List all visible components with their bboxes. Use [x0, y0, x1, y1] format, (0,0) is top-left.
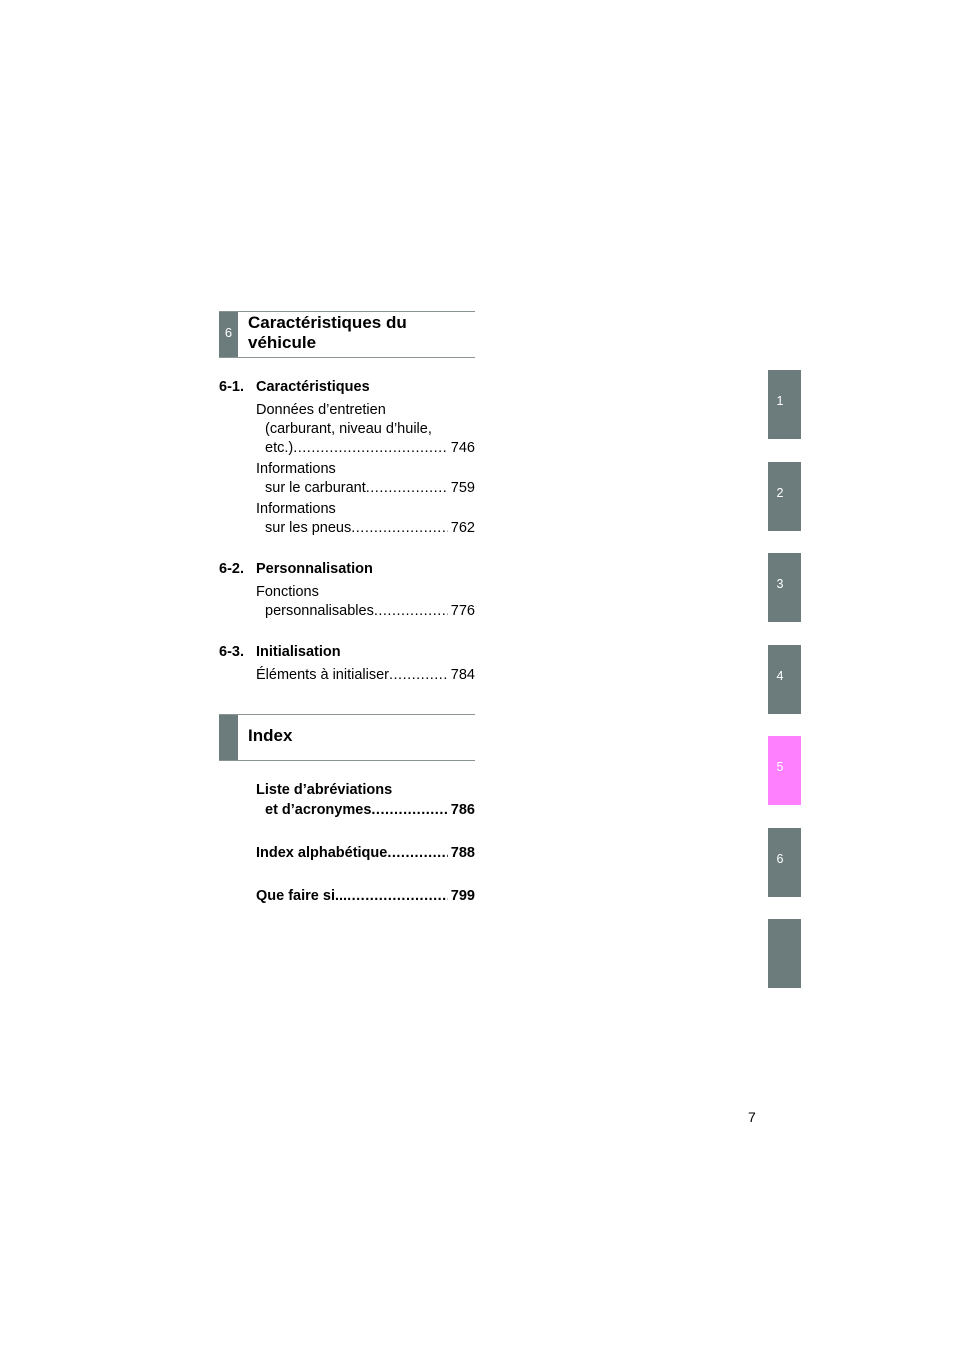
- entry-leader-line: [256, 844, 475, 863]
- entry-text: Liste d’abréviations: [256, 782, 393, 798]
- group-heading-6-3: Initialisation: [256, 644, 341, 660]
- section-title-line1: Caractéristiques du: [248, 313, 407, 332]
- section-header-index: [219, 714, 475, 761]
- chapter-tab-index[interactable]: [768, 919, 801, 988]
- entry-leader-line: [256, 801, 475, 820]
- tab-label: 1: [776, 394, 784, 408]
- entry-text: Informations: [256, 461, 336, 477]
- group-heading-6-2: Personnalisation: [256, 561, 373, 577]
- entry-text: sur les pneus: [265, 520, 352, 536]
- page-ref: 784: [450, 667, 475, 683]
- chapter-tab-5[interactable]: [768, 736, 801, 805]
- entry-text: Informations: [256, 501, 336, 517]
- group-code-6-2: 6-2.: [219, 561, 244, 577]
- toc-entry[interactable]: [256, 666, 475, 685]
- group-code-6-1: 6-1.: [219, 379, 244, 395]
- chapter-tab-4[interactable]: [768, 645, 801, 714]
- toc-entry[interactable]: [256, 460, 475, 498]
- section-number: 6: [224, 325, 233, 340]
- index-title: Index: [248, 726, 293, 745]
- toc-entry[interactable]: [256, 500, 475, 538]
- page-ref: 786: [450, 802, 475, 818]
- entry-text: et d’acronymes: [265, 802, 372, 818]
- chapter-tab-2[interactable]: [768, 462, 801, 531]
- chapter-tab-6[interactable]: [768, 828, 801, 897]
- page-ref: 788: [450, 845, 475, 861]
- entry-text: Données d’entretien: [256, 402, 386, 418]
- tab-label: 6: [776, 852, 784, 866]
- entry-text: (carburant, niveau d’huile,: [265, 421, 432, 437]
- chapter-tab-1[interactable]: [768, 370, 801, 439]
- entry-text: Fonctions: [256, 584, 319, 600]
- page-ref: 762: [450, 520, 475, 536]
- toc-entry[interactable]: [256, 583, 475, 621]
- entry-leader-line: [256, 887, 475, 906]
- tab-label: 3: [776, 577, 784, 591]
- entry-text: sur le carburant: [265, 480, 366, 496]
- entry-text: Éléments à initialiser: [256, 667, 389, 683]
- entry-text: Que faire si...: [256, 888, 348, 904]
- page-ref: 759: [450, 480, 475, 496]
- entry-text: etc.): [265, 440, 294, 456]
- toc-entry[interactable]: [256, 401, 475, 458]
- group-code-6-3: 6-3.: [219, 644, 244, 660]
- page-ref: 776: [450, 603, 475, 619]
- page-number: 7: [748, 1109, 756, 1125]
- index-entry[interactable]: [256, 781, 475, 820]
- chapter-tab-3[interactable]: [768, 553, 801, 622]
- section-title-line2: véhicule: [248, 333, 317, 352]
- tab-label: 2: [776, 486, 784, 500]
- index-entry[interactable]: [256, 844, 475, 863]
- entry-leader-line: [256, 602, 475, 621]
- page-ref: 746: [450, 440, 475, 456]
- tab-label: 5: [776, 760, 784, 774]
- index-entry[interactable]: [256, 887, 475, 906]
- entry-leader-line: [256, 439, 475, 458]
- entry-leader-line: [256, 479, 475, 498]
- entry-text: personnalisables: [265, 603, 374, 619]
- page-ref: 799: [450, 888, 475, 904]
- section-header-bar: [219, 715, 238, 760]
- entry-text: Index alphabétique: [256, 845, 388, 861]
- entry-leader-line: [256, 519, 475, 538]
- entry-leader-line: [256, 666, 475, 685]
- group-heading-6-1: Caractéristiques: [256, 379, 370, 395]
- section-header-6: [219, 311, 475, 358]
- tab-label: 4: [776, 669, 784, 683]
